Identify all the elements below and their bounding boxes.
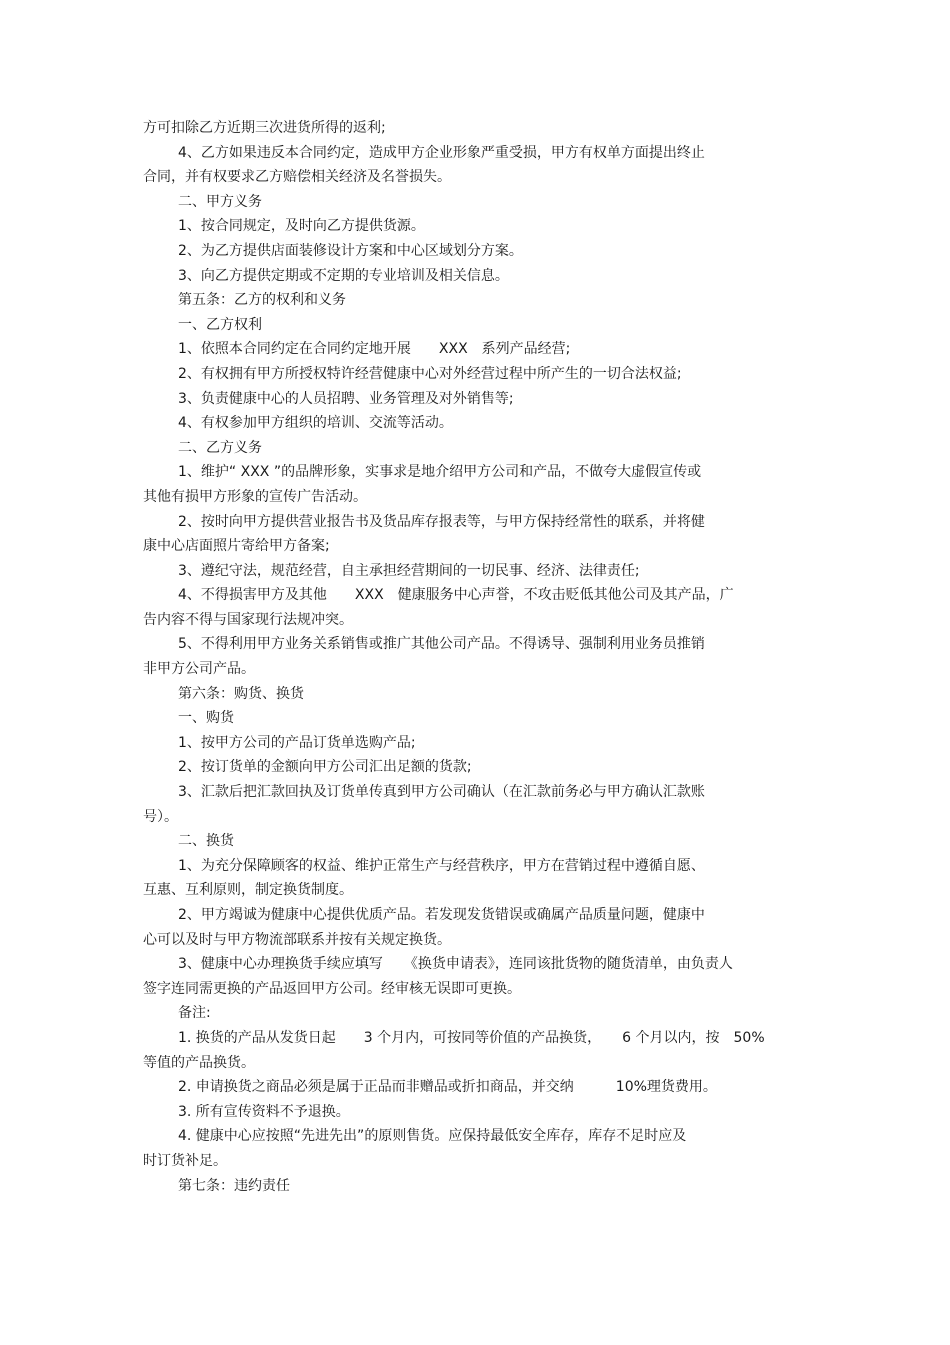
text-line: 告内容不得与国家现行法规冲突。 — [143, 611, 353, 628]
text-line: 3、向乙方提供定期或不定期的专业培训及相关信息。 — [178, 267, 509, 284]
text-line: 1、依照本合同约定在合同约定地开展 XXX 系列产品经营; — [178, 341, 571, 358]
text-line: 2、为乙方提供店面装修设计方案和中心区域划分方案。 — [178, 242, 523, 259]
text-line: 号）。 — [143, 808, 178, 825]
text-line: 3、健康中心办理换货手续应填写 《换货申请表》，连同该批货物的随货清单，由负责人 — [178, 956, 733, 973]
text-line: 1、按合同规定，及时向乙方提供货源。 — [178, 218, 425, 235]
text-line: 心可以及时与甲方物流部联系并按有关规定换货。 — [143, 931, 451, 948]
text-line: 签字连同需更换的产品返回甲方公司。经审核无误即可更换。 — [143, 980, 521, 997]
text-line: 2、按订货单的金额向甲方公司汇出足额的货款; — [178, 759, 472, 776]
text-line: 3、汇款后把汇款回执及订货单传真到甲方公司确认（在汇款前务必与甲方确认汇款账 — [178, 784, 705, 801]
text-line: 合同，并有权要求乙方赔偿相关经济及名誉损失。 — [143, 169, 451, 186]
text-line: 第五条：乙方的权利和义务 — [178, 292, 346, 309]
text-line: 一、乙方权利 — [178, 316, 262, 333]
text-line: 4、有权参加甲方组织的培训、交流等活动。 — [178, 415, 453, 432]
text-line: 时订货补足。 — [143, 1152, 227, 1169]
text-line: 其他有损甲方形象的宣传广告活动。 — [143, 488, 367, 505]
text-line: 3、负责健康中心的人员招聘、业务管理及对外销售等; — [178, 390, 514, 407]
text-line: 4、乙方如果违反本合同约定，造成甲方企业形象严重受损，甲方有权单方面提出终止 — [178, 144, 705, 161]
text-line: 1、为充分保障顾客的权益、维护正常生产与经营秩序，甲方在营销过程中遵循自愿、 — [178, 857, 705, 874]
text-line: 一、购货 — [178, 710, 234, 727]
text-line: 二、换货 — [178, 833, 234, 850]
text-line: 二、甲方义务 — [178, 193, 262, 210]
text-line: 备注: — [178, 1005, 211, 1022]
text-line: 非甲方公司产品。 — [143, 661, 255, 678]
text-line: 2、有权拥有甲方所授权特许经营健康中心对外经营过程中所产生的一切合法权益; — [178, 365, 682, 382]
text-line: 4. 健康中心应按照“先进先出”的原则售货。应保持最低安全库存，库存不足时应及 — [178, 1128, 687, 1145]
text-line: 2、按时向甲方提供营业报告书及货品库存报表等，与甲方保持经常性的联系，并将健 — [178, 513, 705, 530]
contract-text — [143, 116, 823, 1198]
text-line: 康中心店面照片寄给甲方备案; — [143, 538, 330, 555]
text-line: 4、不得损害甲方及其他 XXX 健康服务中心声誉，不攻击贬低其他公司及其产品，广 — [178, 587, 734, 604]
text-line: 3、遵纪守法，规范经营，自主承担经营期间的一切民事、经济、法律责任; — [178, 562, 640, 579]
text-line: 2. 申请换货之商品必须是属于正品而非赠品或折扣商品，并交纳 10%理货费用。 — [178, 1079, 717, 1096]
text-line: 第七条：违约责任 — [178, 1177, 290, 1194]
text-line: 2、甲方竭诚为健康中心提供优质产品。若发现发货错误或确属产品质量问题，健康中 — [178, 907, 705, 923]
text-line: 互惠、互利原则，制定换货制度。 — [143, 882, 353, 899]
text-line: 第六条：购货、换货 — [178, 685, 304, 702]
text-line: 1、按甲方公司的产品订货单选购产品; — [178, 734, 416, 751]
text-line: 3. 所有宣传资料不予退换。 — [178, 1103, 350, 1120]
text-line: 5、不得利用甲方业务关系销售或推广其他公司产品。不得诱导、强制利用业务员推销 — [178, 636, 705, 653]
text-line: 等值的产品换货。 — [143, 1054, 255, 1071]
text-line: 二、乙方义务 — [178, 439, 262, 456]
text-line: 1. 换货的产品从发货日起 3 个月内，可按同等价值的产品换货， 6 个月以内，按 50% — [178, 1029, 765, 1046]
text-line: 1、维护“ XXX ”的品牌形象，实事求是地介绍甲方公司和产品，不做夸大虚假宣传或 — [178, 464, 702, 481]
text-line: 方可扣除乙方近期三次进货所得的返利; — [143, 120, 386, 136]
